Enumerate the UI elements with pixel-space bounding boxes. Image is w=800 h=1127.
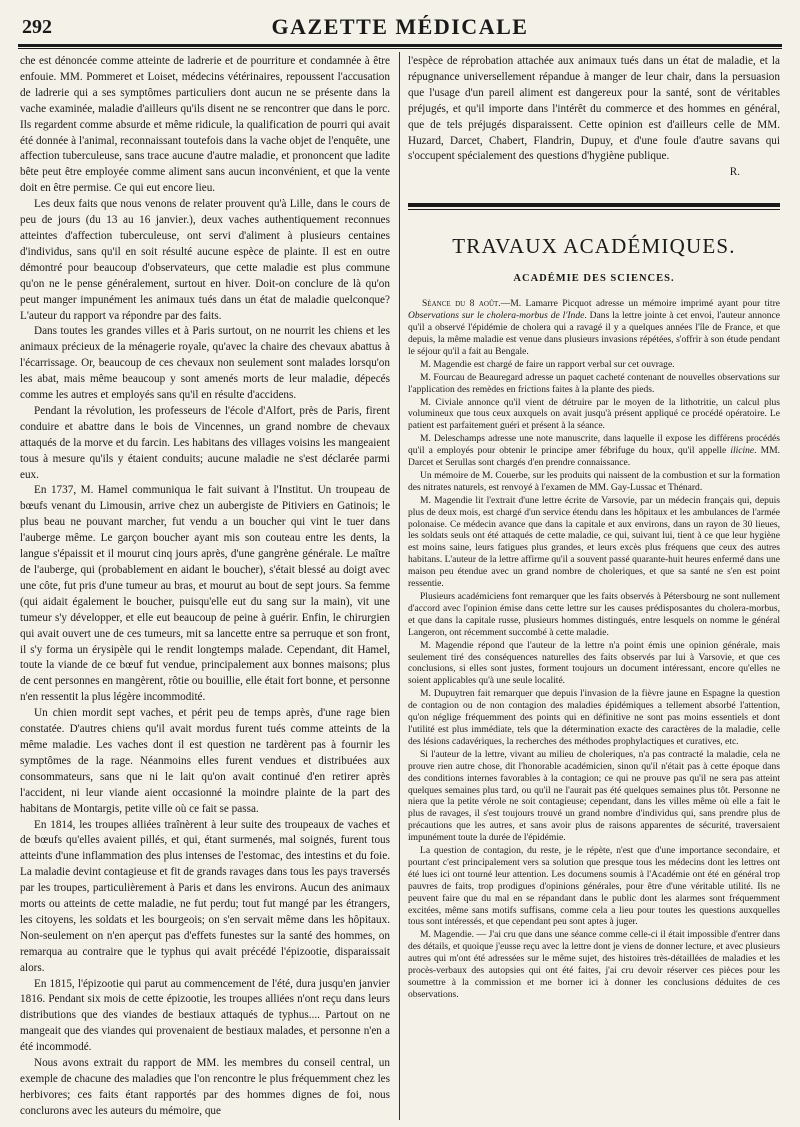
academy-report bbox=[408, 298, 780, 1001]
academy-title: ACADÉMIE DES SCIENCES. bbox=[513, 273, 675, 285]
paragraph: Un mémoire de M. Couerbe, sur les produits qui naissent de la combustion et sur la formation des nitrates naturels, est renvoyé à l'examen de MM. Gay-Lussac et Thénard. bbox=[408, 469, 780, 493]
paragraph: l'espèce de réprobation attachée aux animaux tués dans un état de maladie, et la répugnance universellement répandue à manger de leur chair, dans la persuasion que l'usage d'un pareil aliment est dangereux pour la santé, sont de véritables préjugés, et qu'il importe dans l'intérêt du commerce et des hommes en général, que de tels préjugés disparaissent. Cette opinion est d'ailleurs celle de MM. Huzard, Darcet, Chabert, Flandrin, Dupuy, et d'une foule d'autre savans qui s'occupent spécialement des questions d'hygiène publique. bbox=[408, 55, 780, 163]
paragraph: M. Magendie lit l'extrait d'une lettre écrite de Varsovie, par un médecin français qui, depuis plus de deux mois, est chargé d'un service étendu dans les hôpitaux et les ambulances de l'armée polonaise. Ce médecin avance que dans la capitale et aux environs, dans un rayon de 30 lieues, les soldats seuls ont été attaqués de cette maladie, ce qui, suivant lui, tient à ce que leur hygiène est moins saine, leurs fatigues plus grandes, et leurs excès plus fréquens que ceux des autres habitans. L'auteur de la lettre affirme qu'il a souvent passé quarante-huit heures enfermé dans une maison peu étendue avec un grand nombre de choleriques, et que sa santé ne s'en est point ressentie. bbox=[408, 494, 780, 590]
header-rule bbox=[18, 44, 782, 47]
paragraph: Les deux faits que nous venons de relater prouvent qu'à Lille, dans le cours de peu de jours (du 13 au 16 janvier.), deux vaches authentiquement reconnues atteintes d'affection tuberculeuse, ont servi d'aliment à plusieurs centaines d'individus, sans qu'il en soit résulté aucune espèce de plainte. Il est en outre démontré pour beaucoup d'observateurs, que cette maladie est plus commune qu'on ne le pense généralement, surtout en hiver. Doit-on conclure de là qu'on peut manger impunément les animaux tués dans un état de maladie quelconque? L'auteur du rapport va répondre par des faits. bbox=[20, 198, 390, 322]
paragraph: Un chien mordit sept vaches, et périt peu de temps après, d'une rage bien constatée. D'autres chiens qu'il avait mordus furent tués comme atteints de la même maladie. Les vaches dont il est question ne tardèrent pas à fournir les symptômes de la rage. Néanmoins elles furent vendues et distribuées aux consommateurs, sans que ni le lait qu'on avait continué d'en retirer après l'accident, ni leur viande aient occasionné la moindre plainte de la part des habitans de Montargis, petite ville où ce fait se passa. bbox=[20, 707, 390, 815]
column-divider bbox=[399, 52, 400, 1120]
ilicine-term: ilicine bbox=[730, 445, 755, 457]
paragraph: Plusieurs académiciens font remarquer que les faits observés à Pétersbourg ne sont nullement d'accord avec l'opinion émise dans cette lettre sur les causes prédisposantes du cholera-morbus, et que dans la capitale russe, plusieurs hommes distingués, entre lesquels on nomme le général Langeron, ont récemment succombé à cette maladie. bbox=[408, 591, 780, 638]
paragraph: M. Fourcau de Beauregard adresse un paquet cacheté contenant de nouvelles observations sur l'application des remèdes en frictions faites à la plante des pieds. bbox=[408, 371, 780, 395]
session-paragraph bbox=[408, 298, 780, 358]
paragraph: En 1737, M. Hamel communiqua le fait suivant à l'Institut. Un troupeau de bœufs venant du Limousin, arrive chez un aubergiste de Pitiviers en Gatinois; le plus beau ne pouvant marcher, fut vendu a un boucher qui vint le tuer dans l'auberge même. Le garçon boucher ayant mis son couteau entre les dents, la langue s'épaissit et il mourut cinq jours après, d'une gangrène générale. Le maître de l'auberge, qui (probablement en aidant le boucher), s'était blessé au doigt avec une côte, fut pris d'une tumeur au bras, et mourut au bout de sept jours. Sa femme (qui aidait également le boucher, puisqu'elle eut du sang sur la main), vit une tumeur s'y développer, et elle eut beaucoup de peine à guérir. Enfin, le chirurgien qui avait ouvert une de ces tumeurs, mit sa lancette entre sa perruque et son front, il s'y forma un érysipèle qui le rendit longtemps malade. Cependant, dit Hamel, toute la viande de ce bœuf fut vendue, principalement aux bonnes maisons; plus de cent personnes en mangèrent, rôtie ou bouillie, elle était fort bonne, et personne n'en ressentit la plus légère incommodité. bbox=[20, 484, 390, 704]
article-conclusion bbox=[408, 54, 780, 181]
paragraph: M. Magendie est chargé de faire un rapport verbal sur cet ouvrage. bbox=[420, 358, 675, 370]
session-date: Séance du 8 août. bbox=[422, 298, 501, 310]
paragraph: M. Civiale annonce qu'il vient de détruire par le moyen de la lithotritie, un calcul plus volumineux que tous ceux auxquels on avait jusqu'à présent appliqué ce procédé opératoire. Le patient est parfaitement guéri et présent à la séance. bbox=[408, 396, 780, 432]
right-column bbox=[408, 54, 780, 1122]
deleschamps-paragraph bbox=[408, 433, 780, 469]
paragraph-text: M. Deleschamps adresse une note manuscrite, dans laquelle il expose les différens procédés qu'il a employés pour obtenir le principe amer fébrifuge du houx, qu'il appelle bbox=[408, 433, 780, 457]
author-signature: R. bbox=[729, 166, 740, 179]
paragraph: M. Magendie. — J'ai cru que dans une séance comme celle-ci il était impossible d'entrer dans des détails, et quoique j'eusse reçu avec la lettre dont je viens de donner lecture, et avec plusieurs autres qui m'ont été adressées sur le même sujet, des histoires très-détaillées de maladies et les procès-verbaux des autopsies qui ont été faites, j'ai cru devoir réserver ces pièces pour les soumettre à la commission et me borner ici à donner les conclusions déduites de ces observations. bbox=[408, 929, 780, 1000]
paragraph: M. Magendie répond que l'auteur de la lettre n'a point émis une opinion générale, mais seulement tiré des conséquences naturelles des faits observés par lui à Varsovie, et que ces conclusions, si elles sont justes, forment toujours un document intéressant, encore qu'elles ne soient applicables qu'à une seule localité. bbox=[408, 639, 780, 687]
section-title: TRAVAUX ACADÉMIQUES. bbox=[452, 234, 736, 259]
paragraph: Pendant la révolution, les professeurs de l'école d'Alfort, près de Paris, firent conduire et abattre dans le bois de Vincennes, un grand nombre de chevaux attaqués de la morve et du farcin. Les habitans des villages voisins les mangeaient tous à mesure qu'ils y étaient conduits; aucune maladie ne s'est déclarée parmi eux. bbox=[20, 404, 390, 481]
page-header bbox=[20, 14, 780, 40]
journal-title: GAZETTE MÉDICALE bbox=[271, 14, 529, 39]
paragraph-text: . MM. Darcet et Serullas sont chargés d'en prendre connaissance. bbox=[408, 445, 780, 469]
paragraph: En 1814, les troupes alliées traînèrent à leur suite des troupeaux de vaches et de bœufs qu'elles avaient pillés, et qui, étant surmenés, mal soignés, furent tous atteints d'une inflammation des plus intenses de l'estomac, des intestins et du foie. La maladie devint contagieuse et fit de grands ravages dans tous les pays traversés par les troupes, particulièrement à Paris et dans les environs. Aucun des animaux morts ou atteints de cette maladie, ne fut perdu; tout fut mangé par les étrangers, les citoyens, les soldats et les bourgeois; on s'en servait même dans les hôpitaux. Non-seulement on n'en aperçut pas d'effets funestes sur la santé des hommes, on remarqua au contraire que le typhus qui avait précédé l'épizootie, disparaissait alors. bbox=[20, 818, 390, 974]
section-rule-thin bbox=[408, 209, 780, 210]
left-column bbox=[20, 54, 390, 1122]
memoir-title: Observations sur le cholera-morbus de l'Inde bbox=[408, 310, 585, 322]
paragraph: M. Dupuytren fait remarquer que depuis l'invasion de la fièvre jaune en Espagne la question de contagion ou de non contagion des maladies épidémiques a tellement absorbé l'attention, qu'on néglige fréquemment des points qui en définitive ne sont pas moins essentiels et dont l'utilité est plus immédiate, tels que la détermination exacte des caractères de la maladie, celle des lésions cadavériques, la recherches des méthodes prophylactiques et curatives, etc. bbox=[408, 688, 780, 747]
paragraph: Dans toutes les grandes villes et à Paris surtout, on ne nourrit les chiens et les animaux précieux de la ménagerie royale, qu'avec la chaire des chevaux abattus à l'écarrissage. Or, beaucoup de ces chevaux non seulement sont malades lorsqu'on les abat, mais même beaucoup y sont amenés morts de leur maladie, dépecés comme les autres et employés sans qu'il en résulte d'accidens. bbox=[20, 325, 390, 402]
paragraph: che est dénoncée comme atteinte de ladrerie et de pourriture et condamnée à être enfouie. MM. Pommeret et Loiset, médecins vétérinaires, repoussent l'accusation de ladrerie qui a ses symptômes particuliers dont aucun ne se présente dans la vache examinée, maladie d'ailleurs qu'ils disent ne se rencontrer que dans le porc. Ils regardent comme absurde et même ridicule, la qualification de pourri qui avait été donnée à l'animal, reconnaissant toutefois dans la vache objet de l'enquête, une affection tuberculeuse, sans trace aucune d'autre maladie, et prononcent que ladite bête peut être employée comme aliment sans aucun inconvénient, et que la vente doit en être permise. Ce qui eut encore lieu. bbox=[20, 55, 390, 195]
paragraph: Nous avons extrait du rapport de MM. les membres du conseil central, un exemple de chacune des maladies que l'on rencontre le plus fréquemment chez les herbivores; ces faits étant rapportés par des hommes dignes de foi, nous conclurons avec les auteurs du mémoire, que bbox=[20, 1057, 390, 1117]
header-rule-thin bbox=[18, 48, 782, 49]
session-text: —M. Lamarre Picquot adresse un mémoire imprimé ayant pour titre bbox=[500, 298, 780, 310]
page-number: 292 bbox=[22, 16, 52, 38]
paragraph: La question de contagion, du reste, je le répète, n'est que d'une importance secondaire, et pourtant c'est principalement vers sa solution que presque tous les médecins dont les lettres ont été lues ici ont tourné leur attention. Les documens soumis à l'Académie ont été en général trop pauvres de faits, trop prodigues d'opinions générales, pour être d'une véritable utilité. Ils ne peuvent faire que du mal en se répandant dans le public dont les alarmes sont fréquemment excitées, même sans motifs suffisans, comme cela a lieu pour toutes les questions auxquelles tous sont intéressés, et que cependant peu sont aptes à juger. bbox=[408, 845, 780, 928]
paragraph: En 1815, l'épizootie qui parut au commencement de l'été, dura jusqu'en janvier 1816. Pendant six mois de cette épizootie, les troupes alliées n'ont reçu dans leurs distributions que des viandes de bestiaux attaqués de typhus.... Partout on ne mangeait que des viandes qui provenaient de bestiaux malades, et personne n'en a été incommodé. bbox=[20, 977, 390, 1054]
paragraph: Si l'auteur de la lettre, vivant au milieu de choleriques, n'a pas contracté la maladie, cela ne prouve rien autre chose, dit l'honorable académicien, sinon qu'il n'était pas à cette époque dans des conditions internes favorables à la contagion; ce qui ne prouve pas qu'il ne sera pas atteint quelques semaines plus tard, ou qu'il ne l'aurait pas été quelques semaines plus tôt. Personne ne niera que la petite vérole ne soit contagieuse; cependant, dans les villes même où elle a fait le plus de ravages, il s'est toujours trouvé un grand nombre d'individus qui, sans prendre plus de précautions que les autres, et sans avoir plus de raisons apparentes de sécurité, traversaient impunément toute la durée de l'épidémie. bbox=[408, 748, 780, 844]
session-text: . Dans la lettre jointe à cet envoi, l'auteur annonce qu'il a observé l'épidémie de cholera qui a ravagé il y a quelques années l'île de France, et que depuis, la même maladie est venue dans plusieurs invasions répétées, s'offrir à son étude pendant le séjour qu'il a fait au Bengale. bbox=[408, 310, 780, 357]
section-rule bbox=[408, 203, 780, 207]
